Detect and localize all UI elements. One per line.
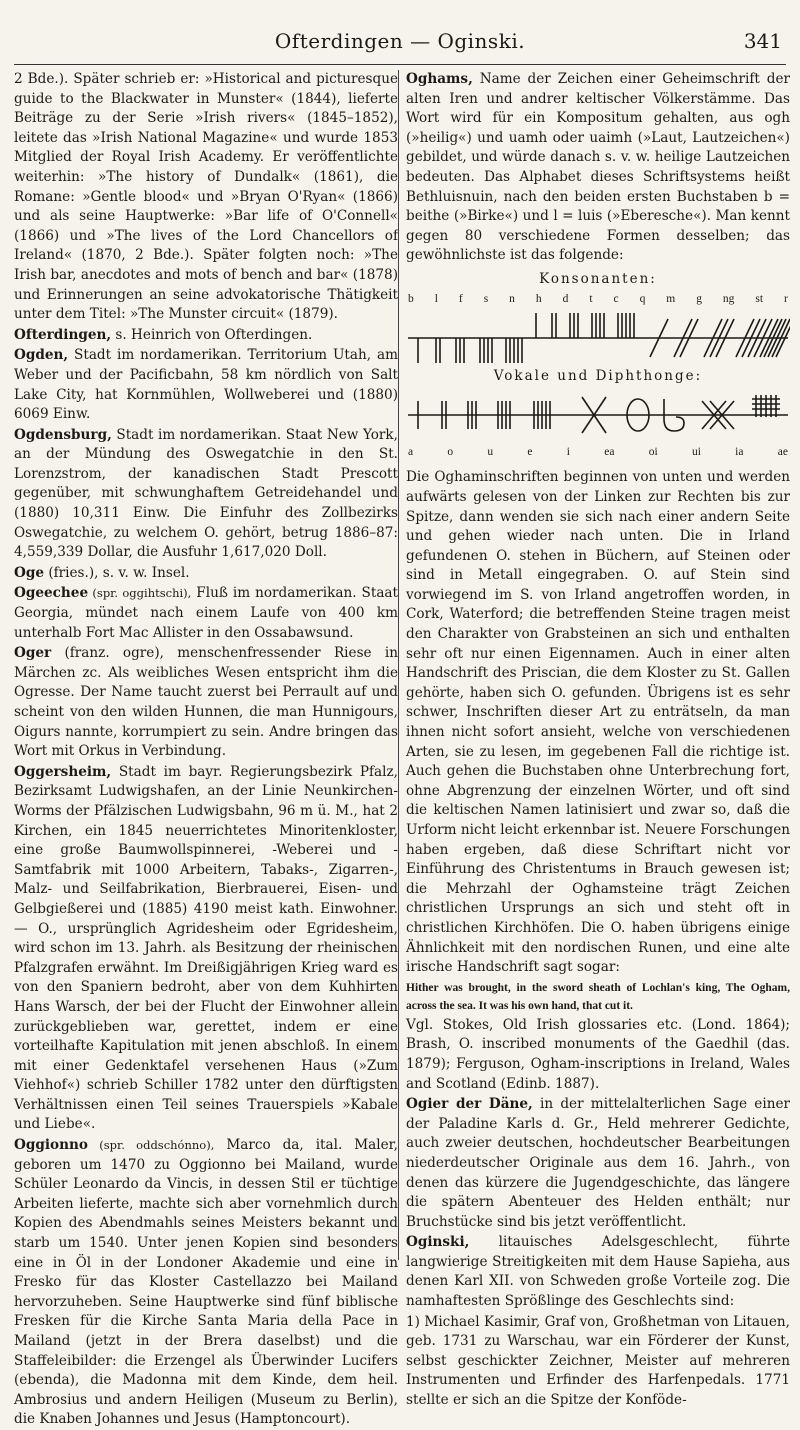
entry-oginski-subentry: 1) Michael Kasimir, Graf von, Großhetman von Litauen, geb. 1731 zu Warschau, war ein Förderer der Kunst, selbst geschickter Zeichner, Meister auf mehreren Instrumenten und Erfinder des Harfenpedals. 1771 stellte er sich an die Spitze der Konföde- [406,1313,790,1409]
english-quote: Hither was brought, in the sword sheath of Lochlan's king, The Ogham, across the sea. It was his own hand, that cut it. [406,981,790,1012]
consonant-letter: q [639,292,646,305]
headword: Oge [14,564,44,581]
entry-oge [14,564,398,584]
consonant-letter: ng [722,292,735,305]
vowel-letter: ea [604,445,615,458]
bibliography: Vgl. Stokes, Old Irish glossaries etc. (Lond. 1864); Brash, O. inscribed monuments of the Gaedhil (das. 1879); Ferguson, Ogham-inscriptions in Ireland, Wales and Scotland (Edinb. 1887). [406,1016,790,1092]
consonant-letter: n [509,292,515,305]
consonants-caption: Konsonanten: [539,270,657,287]
headword: Oger [14,645,52,662]
entry-ogden [14,346,398,424]
entry-text: (fries.), s. v. w. Insel. [44,564,190,581]
entry-oger [14,644,398,762]
headword: Ofterdingen, [14,326,112,343]
entry-oggersheim [14,763,398,1135]
entry-oginski [406,1233,790,1311]
consonant-letter: m [666,292,676,305]
entry-text: s. Heinrich von Ofterdingen. [111,326,313,343]
ogham-vowel-strokes [406,387,790,443]
vowel-letter: e [527,445,533,458]
entry-text: Stadt im nordamerikan. Territorium Utah, am Weber und der Pacificbahn, 58 km nördlich von Salt Lake City, hat Kornmühlen, Wollweberei und (1880) 6069 Einw. [14,347,398,423]
entry-text: Stadt im bayr. Regierungsbezirk Pfalz, Bezirksamt Ludwigshafen, an der Linie Neunkirchen-Worms der Pfälzischen Ludwigsbahn, 96 m ü. M., hat 2 Kirchen, ein 1845 neuerrichtetes Minoritenkloster, eine große Baumwollspinnerei, -Weberei und -Samtfabrik mit 1000 Arbeitern, Tabaks-, Zigarren-, Malz- und Seilfabrikation, Bierbrauerei, Eisen- und Gelbgießerei und (1885) 4190 meist kath. Einwohner. — O., ursprünglich Agridesheim oder Egridesheim, wird schon im 13. Jahrh. als Besitzung der rheinischen Pfalzgrafen erwähnt. Im Dreißigjährigen Krieg ward es von den Spaniern bedroht, aber von dem Kuhhirten Hans Warsch, der bei der Flucht der Einwohner allein zurückgeblieben war, gerettet, indem er eine vorteilhafte Kapitulation mit jenen abschloß. In einem mit einer Gedenktafel versehenen Haus (»Zum Viehhof«) schrieb Schiller 1782 unter den dürftigsten Verhältnissen einen Teil seines Trauerspiels »Kabale und Liebe«. [14,763,398,1133]
vowel-letter: u [487,445,494,458]
consonant-letter: st [755,292,764,305]
consonant-letter: h [535,292,542,305]
vowel-letter: o [447,445,454,458]
pronunciation: (spr. oggihtschi), [88,586,192,601]
page-header [0,0,800,60]
entry-ofterdingen [14,326,398,346]
entry-text: litauisches Adelsgeschlecht, führte langwierige Streitigkeiten mit dem Hause Sapieha, aus denen Karl XII. von Schweden große Vorteile zog. Die namhaftesten Sprößlinge des Geschlechts sind: [406,1234,790,1310]
consonant-letter: b [408,292,414,305]
headword: Oghams, [406,71,473,87]
entry-text: Name der Zeichen einer Geheimschrift der alten Iren und andrer keltischer Völkerstämme. Das Wort wird für ein Kompositum gehalten, aus ogh (»heilig«) und uamh oder uaimh (»Laut, Lautzeichen«) gebildet, und würde danach s. v. w. heilige Lautzeichen bedeuten. Das Alphabet dieses Schriftsystems heißt Bethluisnuin, nach den beiden ersten Buchstaben b = beithe (»Birke«) und l = luis (»Eberesche«). Man kennt gegen 80 verschiedene Formen desselben; das gewöhnlichste ist das folgende: [406,71,790,264]
entry-ogdensburg [14,426,398,563]
entry-text: in der mittelalterlichen Sage einer der Paladine Karls d. Gr., Held mehrerer Gedichte, auch zweier deutschen, hochdeutscher Bearbeitungen niederdeutscher Originale aus dem 16. Jahrh., von denen das kürzere die Jugendgeschichte, das längere die spätern Abenteuer des Helden enthält; nur Bruchstücke sind bis jetzt veröffentlicht. [406,1096,790,1230]
vowel-letter: ae [777,445,788,458]
continuation-paragraph: 2 Bde.). Später schrieb er: »Historical and picturesque guide to the Blackwater in Munster« (1844), lieferte Beiträge zu der Serie »Irish rivers« (1845–1852), leitete das »Irish National Magazine« und wurde 1853 Mitglied der Royal Irish Academy. Er veröffentlichte weiterhin: »The history of Dundalk« (1861), die Romane: »Gentle blood« und »Bryan O'Ryan« (1866) und als seine Hauptwerke: »Bar life of O'Connell« (1866) und »The lives of the Lord Chancellors of Ireland« (1870, 2 Bde.). Später folgten noch: »The Irish bar, anecdotes and mots of bench and bar« (1878) und Erinnerungen an seine advokatorische Thätigkeit unter dem Titel: »The Munster circuit« (1879). [14,71,398,323]
vowel-letter: ui [691,445,701,458]
pronunciation: (spr. oddschónno), [87,1138,215,1153]
headword: Oggersheim, [14,763,112,780]
headword: Oginski, [406,1234,470,1251]
entry-text: Fluß im nordamerikan. Staat Georgia, mündet nach einem Laufe von 400 km unterhalb Fort Mac Allister in den Ossabawsund. [14,585,398,641]
consonant-letter: t [589,292,593,305]
consonant-letter: d [562,292,569,305]
entry-text: Stadt im nordamerikan. Staat New York, an der Mündung des Oswegatchie in den St. Lorenzstrom, der kanadischen Stadt Prescott gegenüber, mit schwunghaftem Getreidehandel und (1880) 10,311 Einw. Die Einfuhr des Zollbezirks Oswegatchie, zu welchem O. gehört, betrug 1886–87: 4,559,339 Dollar, die Ausfuhr 1,617,020 Doll. [14,426,398,561]
entry-text: Marco da, ital. Maler, geboren um 1470 zu Oggionno bei Mailand, wurde Schüler Leonardo da Vincis, in dessen Stil er tüchtige Arbeiten lieferte, machte sich aber vornehmlich durch Kopien des Abendmahls seines Meisters bekannt und starb um 1540. Unter jenen Kopien sind besonders eine in Öl in der Londoner Akademie und eine in Fresko für das Kloster Castellazzo bei Mailand hervorzuheben. Seine Hauptwerke sind fünf biblische Fresken für die Kirche Santa Maria della Pace in Mailand (jetzt in der Brera daselbst) und die Staffeleibilder: die Erzengel als Überwinder Lucifers (ebenda), die Madonna mit dem Kinde, dem heil. Ambrosius und andern Heiligen (Museum zu Berlin), die Knaben Johannes und Jesus (Hamptoncourt). [14,1137,398,1428]
consonant-letters [406,290,790,310]
entry-oghams [406,70,790,266]
column-divider [398,70,399,1260]
entry-oggionno [14,1136,398,1430]
ogham-alphabet-figure [406,270,790,462]
vowels-caption: Vokale und Diphthonge: [493,368,703,385]
headword: Oggionno [14,1137,88,1154]
vowel-letter: oi [648,445,658,458]
consonant-letter: g [696,292,702,305]
ogham-description: Die Oghaminschriften beginnen von unten und werden aufwärts gelesen von der Linken zur Rechten bis zur Spitze, dann wenden sie sich nach einer andern Seite und gehen wieder nach unten. Die in Irland gefundenen O. stehen in Büchern, auf Steinen oder sind in Metall eingegraben. O. auf Stein sind vorwiegend im S. von Irland angetroffen worden, in Cork, Waterford; die betreffenden Steine tragen meist den Charakter von Grabsteinen an sich und enthalten sehr oft nur einen Eigennamen. Auch in einer alten Handschrift des Priscian, die dem Kloster zu St. Gallen gehörte, haben sich O. gefunden. Übrigens ist es sehr schwer, Inschriften dieser Art zu enträtseln, da man ihnen nicht sofort ansieht, welche von verschiedenen Arten, sie zu lesen, im gegebenen Fall die richtige ist. Auch gehen die Buchstaben ohne Unterbrechung fort, ohne Abgrenzung der einzelnen Wörter, und oft sind die keltischen Namen latinisiert und zwar so, daß die Urform nicht leicht erkennbar ist. Neuere Forschungen haben ergeben, daß diese Schriftart nicht vor Einführung des Christentums in Brauch gewesen ist; die Mehrzahl der Oghamsteine trägt Zeichen christlichen Ursprungs an sich und steht oft in christlichen Kirchhöfen. Die O. haben übrigens einige Ähnlichkeit mit den nordischen Runen, und eine alte irische Handschrift sagt sogar: [406,469,790,976]
consonant-letter: f [458,292,463,305]
header-rule [14,64,786,65]
consonant-letter: c [613,292,619,305]
headword: Ogier der Däne, [406,1096,533,1113]
headword: Ogden, [14,347,69,364]
vowel-letter: a [408,445,414,458]
running-head: Ofterdingen — Oginski. [274,29,526,53]
vowel-letter: i [566,445,570,458]
headword: Ogeechee [14,585,89,602]
left-column [14,70,398,1430]
consonant-letter: r [784,292,788,305]
headword: Ogdensburg, [14,426,112,443]
page-number: 341 [743,29,782,53]
consonant-letter: s [483,292,489,305]
vowel-letters [406,443,790,463]
entry-ogeechee [14,584,398,643]
entry-ogier [406,1095,790,1232]
right-column [406,70,790,1411]
consonant-letter: l [434,292,438,305]
ogham-consonant-strokes [406,309,790,367]
vowel-letter: ia [735,445,744,458]
entry-text: (franz. ogre), menschenfressender Riese in Märchen zc. Als weibliches Wesen entspricht ihm die Ogresse. Der Name taucht zuerst bei Perrault auf und scheint von den wilden Hunnen, die man Hunnigours, Oigurs nannte, korrumpiert zu sein. Andre bringen das Wort mit Orkus in Verbindung. [14,645,398,760]
